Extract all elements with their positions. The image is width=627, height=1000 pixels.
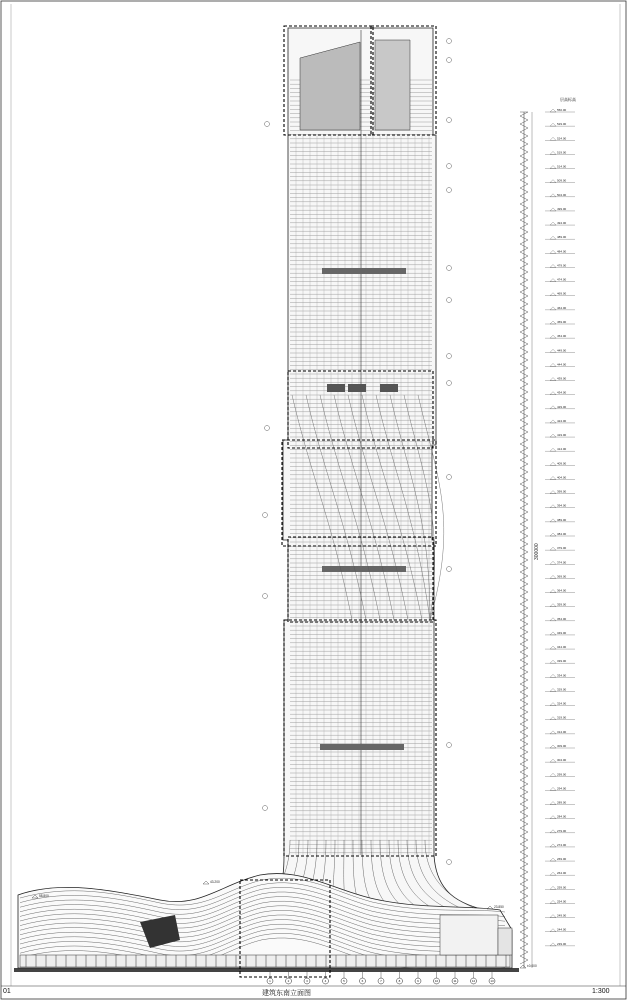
level-marker xyxy=(550,236,556,239)
level-marker xyxy=(550,745,556,748)
level-label: 374.00 xyxy=(557,560,567,565)
reference-circle xyxy=(447,118,452,123)
height-ruler xyxy=(520,108,575,968)
reference-circle xyxy=(447,475,452,480)
level-label: 524.00 xyxy=(557,136,567,141)
level-label: 389.00 xyxy=(557,517,567,522)
grid-bubble-label: 9 xyxy=(417,979,419,984)
level-label: 494.00 xyxy=(557,221,567,226)
level-marker xyxy=(550,392,556,395)
reference-circle xyxy=(263,594,268,599)
level-label: 279.00 xyxy=(557,828,567,833)
podium-level-marker xyxy=(203,881,209,884)
level-marker xyxy=(550,688,556,691)
grid-bubble-label: 3 xyxy=(306,979,308,984)
level-marker xyxy=(550,561,556,564)
level-marker xyxy=(550,872,556,875)
grid-bubble-label: 8 xyxy=(398,979,401,984)
level-label: 329.00 xyxy=(557,687,567,692)
level-marker xyxy=(550,646,556,649)
level-marker xyxy=(550,519,556,522)
level-label: 474.00 xyxy=(557,277,567,282)
level-marker xyxy=(550,844,556,847)
sky-lobby-block xyxy=(380,384,398,392)
level-label: 244.00 xyxy=(557,927,567,932)
mechanical-band xyxy=(320,744,404,750)
level-label: 264.00 xyxy=(557,871,567,876)
grid-bubble-label: 6 xyxy=(361,979,364,984)
level-marker xyxy=(550,632,556,635)
grid-bubble-label: 1 xyxy=(269,979,271,984)
level-label: 409.00 xyxy=(557,461,567,466)
level-marker xyxy=(550,293,556,296)
level-marker xyxy=(550,109,556,112)
level-label: 339.00 xyxy=(557,659,567,664)
level-label: 359.00 xyxy=(557,602,567,607)
level-label: 449.00 xyxy=(557,348,567,353)
level-marker xyxy=(550,123,556,126)
level-marker xyxy=(550,137,556,140)
level-label: 484.00 xyxy=(557,249,567,254)
grid-bubble-label: 11 xyxy=(453,979,457,984)
grid-bubble-label: 10 xyxy=(434,979,439,984)
level-label: 529.00 xyxy=(557,122,567,127)
level-label: 294.00 xyxy=(557,786,567,791)
level-marker xyxy=(550,703,556,706)
level-marker xyxy=(550,180,556,183)
sky-lobby-block xyxy=(327,384,345,392)
level-label: 384.00 xyxy=(557,532,567,536)
reference-circle xyxy=(447,354,452,359)
level-marker xyxy=(550,915,556,918)
grid-bubble-label: 12 xyxy=(471,979,476,984)
level-label: 439.00 xyxy=(557,376,567,381)
level-marker xyxy=(550,590,556,593)
grid-bubble-label: 2 xyxy=(287,979,290,984)
level-label: 394.00 xyxy=(557,503,567,508)
level-marker xyxy=(550,575,556,578)
reference-circle xyxy=(447,266,452,271)
level-label: 324.00 xyxy=(557,701,567,706)
level-label: 519.00 xyxy=(557,150,567,155)
grid-axis-bubbles xyxy=(267,972,495,984)
level-marker xyxy=(550,943,556,946)
level-label: 404.00 xyxy=(557,475,567,480)
reference-circle xyxy=(447,39,452,44)
level-marker xyxy=(550,151,556,154)
level-label: 379.00 xyxy=(557,546,567,551)
level-label: 309.00 xyxy=(557,744,567,748)
crown-shading-right xyxy=(375,40,410,130)
reference-circle xyxy=(447,567,452,572)
level-label: 550.00 xyxy=(557,108,567,112)
level-marker xyxy=(550,406,556,409)
level-label: 459.00 xyxy=(557,320,567,324)
level-marker xyxy=(550,900,556,903)
level-label: 299.00 xyxy=(557,772,567,777)
podium-block-right xyxy=(440,915,498,955)
drawing-scale: 1:300 xyxy=(592,988,610,995)
level-marker xyxy=(550,462,556,465)
level-label: 344.00 xyxy=(557,645,567,650)
level-label: 499.00 xyxy=(557,206,567,211)
level-label: 399.00 xyxy=(557,489,567,494)
level-marker xyxy=(550,717,556,720)
tower-outline xyxy=(250,28,495,912)
level-marker xyxy=(550,547,556,550)
level-label: 274.00 xyxy=(557,842,567,847)
grid-bubble-label: 5 xyxy=(343,979,345,984)
grid-bubble-label: 7 xyxy=(380,979,382,984)
grid-bubble-label: 13 xyxy=(490,979,494,984)
level-marker xyxy=(550,434,556,437)
reference-circle xyxy=(447,58,452,63)
level-marker xyxy=(550,448,556,451)
reference-circle xyxy=(263,513,268,518)
mechanical-band xyxy=(322,566,406,572)
level-marker xyxy=(550,335,556,338)
level-marker xyxy=(550,816,556,819)
level-label: 239.00 xyxy=(557,941,567,946)
level-marker xyxy=(550,476,556,479)
reference-circle xyxy=(447,743,452,748)
mechanical-band xyxy=(322,268,406,274)
level-marker xyxy=(550,787,556,790)
level-label: 304.00 xyxy=(557,758,567,763)
overall-height-label: 300000 xyxy=(534,543,540,560)
reference-circle xyxy=(265,122,270,127)
level-marker xyxy=(550,660,556,663)
level-label: 269.00 xyxy=(557,857,567,862)
podium-level-label: 23.850 xyxy=(494,905,504,909)
podium-block-edge xyxy=(498,928,512,955)
level-label: 414.00 xyxy=(557,447,567,452)
level-marker xyxy=(550,533,556,536)
level-label: 314.00 xyxy=(557,729,567,734)
level-label: 504.00 xyxy=(557,192,567,197)
level-label: 354.00 xyxy=(557,616,567,621)
level-label: 364.00 xyxy=(557,588,567,593)
height-legend-header: 层高标高 xyxy=(560,97,576,102)
level-label: 289.00 xyxy=(557,800,567,805)
level-marker xyxy=(550,491,556,494)
reference-circle xyxy=(447,381,452,386)
drawing-title: 建筑东南立面图 xyxy=(262,990,311,997)
level-marker xyxy=(550,321,556,324)
level-marker xyxy=(550,250,556,253)
level-marker xyxy=(550,604,556,607)
level-label: 479.00 xyxy=(557,263,567,268)
reference-circle xyxy=(447,188,452,193)
podium-level-marker xyxy=(520,965,526,968)
ground-line xyxy=(14,968,519,972)
level-label: 509.00 xyxy=(557,178,567,183)
level-label: 424.00 xyxy=(557,418,567,423)
level-marker xyxy=(550,363,556,366)
level-marker xyxy=(550,222,556,225)
level-label: 444.00 xyxy=(557,362,567,367)
sheet-number: 01 xyxy=(3,988,11,995)
level-marker xyxy=(550,208,556,211)
level-label: 469.00 xyxy=(557,291,567,296)
reference-circle xyxy=(263,806,268,811)
storefront-band xyxy=(20,955,510,967)
level-marker xyxy=(550,378,556,381)
level-marker xyxy=(550,731,556,734)
level-label: 369.00 xyxy=(557,574,567,579)
level-label: 454.00 xyxy=(557,334,567,339)
level-marker xyxy=(550,279,556,282)
podium-level-label: 58.800 xyxy=(39,894,49,898)
level-label: 489.00 xyxy=(557,235,567,240)
level-marker xyxy=(550,166,556,169)
level-label: 419.00 xyxy=(557,433,567,438)
reference-circle xyxy=(447,860,452,865)
level-marker xyxy=(550,420,556,423)
tower-body xyxy=(250,28,495,912)
reference-circle xyxy=(265,426,270,431)
level-marker xyxy=(550,505,556,508)
level-label: 429.00 xyxy=(557,404,567,409)
grid-bubble-label: 4 xyxy=(324,979,327,984)
podium-level-label: ±0.000 xyxy=(527,964,537,968)
level-marker xyxy=(550,674,556,677)
reference-circle xyxy=(447,164,452,169)
level-marker xyxy=(550,830,556,833)
level-label: 259.00 xyxy=(557,885,567,890)
level-label: 334.00 xyxy=(557,673,567,678)
level-label: 249.00 xyxy=(557,913,567,918)
reference-circle xyxy=(447,298,452,303)
level-marker xyxy=(550,618,556,621)
level-marker xyxy=(550,349,556,352)
level-label: 514.00 xyxy=(557,164,567,169)
level-marker xyxy=(550,307,556,310)
level-marker xyxy=(550,194,556,197)
level-marker xyxy=(550,886,556,889)
level-marker xyxy=(550,773,556,776)
level-label: 434.00 xyxy=(557,390,567,395)
sky-lobby-block xyxy=(348,384,366,392)
level-marker xyxy=(550,759,556,762)
level-label: 254.00 xyxy=(557,899,567,904)
level-marker xyxy=(550,264,556,267)
level-label: 349.00 xyxy=(557,630,567,635)
level-label: 284.00 xyxy=(557,814,567,819)
level-marker xyxy=(550,858,556,861)
level-marker xyxy=(550,802,556,805)
podium-level-label: 43.200 xyxy=(210,880,220,884)
level-marker xyxy=(550,929,556,932)
level-label: 464.00 xyxy=(557,305,567,310)
level-label: 319.00 xyxy=(557,715,567,720)
